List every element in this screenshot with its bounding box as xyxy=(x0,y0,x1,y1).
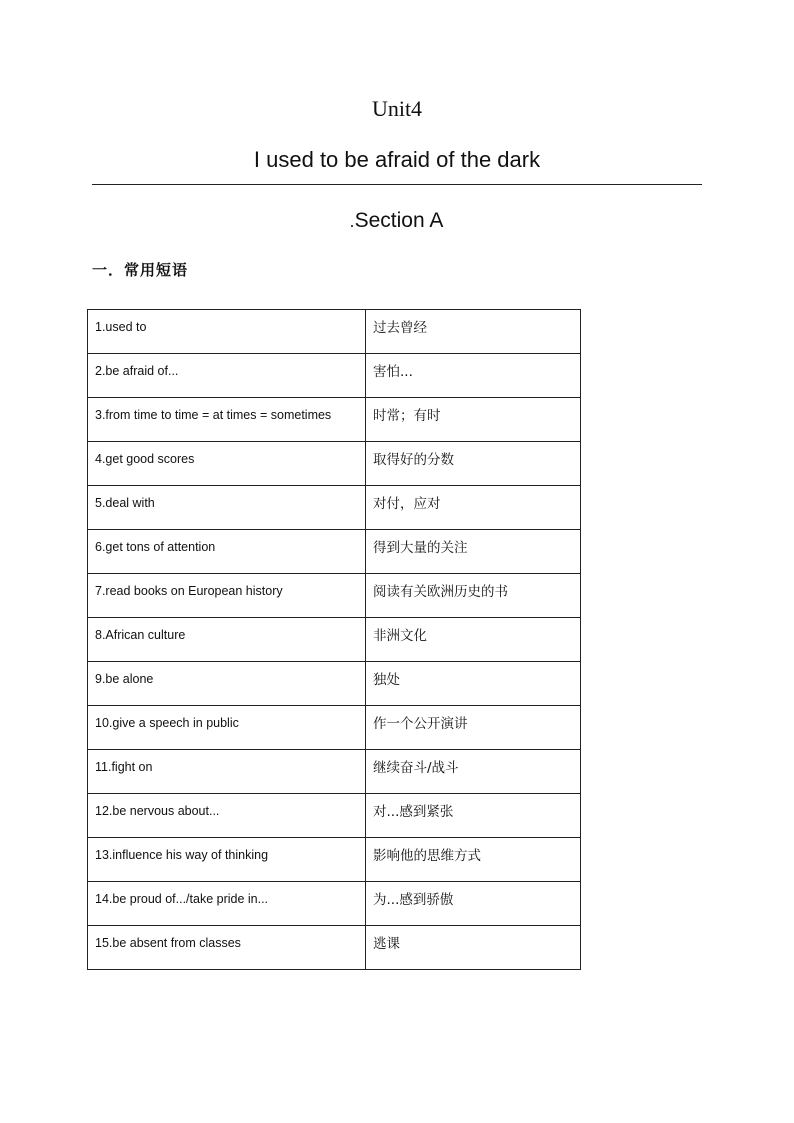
phrase-english: 8.African culture xyxy=(88,618,366,662)
phrase-chinese: 独处 xyxy=(366,662,581,706)
table-row xyxy=(88,750,581,794)
title-divider xyxy=(92,184,702,185)
part-heading: 一．常用短语 xyxy=(92,261,189,279)
phrase-chinese: 时常；有时 xyxy=(366,398,581,442)
table-row xyxy=(88,486,581,530)
phrase-table-body xyxy=(88,310,581,970)
phrase-english: 15.be absent from classes xyxy=(88,926,366,970)
stray-dot xyxy=(351,225,353,227)
table-row xyxy=(88,442,581,486)
phrase-chinese: 对...感到紧张 xyxy=(366,794,581,838)
phrase-english: 2.be afraid of... xyxy=(88,354,366,398)
phrase-chinese: 过去曾经 xyxy=(366,310,581,354)
table-row xyxy=(88,794,581,838)
table-row xyxy=(88,398,581,442)
phrase-chinese: 作一个公开演讲 xyxy=(366,706,581,750)
phrase-table xyxy=(87,309,581,970)
phrase-chinese: 为...感到骄傲 xyxy=(366,882,581,926)
phrase-english: 9.be alone xyxy=(88,662,366,706)
phrase-chinese: 非洲文化 xyxy=(366,618,581,662)
phrase-english: 10.give a speech in public xyxy=(88,706,366,750)
unit-title: Unit4 xyxy=(371,96,423,121)
phrase-chinese: 继续奋斗/战斗 xyxy=(366,750,581,794)
table-row xyxy=(88,882,581,926)
table-row xyxy=(88,926,581,970)
phrase-english: 7.read books on European history xyxy=(88,574,366,618)
table-row xyxy=(88,838,581,882)
phrase-chinese: 影响他的思维方式 xyxy=(366,838,581,882)
phrase-chinese: 取得好的分数 xyxy=(366,442,581,486)
table-row xyxy=(88,574,581,618)
phrase-english: 14.be proud of.../take pride in... xyxy=(88,882,366,926)
phrase-english: 4.get good scores xyxy=(88,442,366,486)
table-row xyxy=(88,618,581,662)
phrase-english: 6.get tons of attention xyxy=(88,530,366,574)
phrase-chinese: 逃课 xyxy=(366,926,581,970)
table-row xyxy=(88,706,581,750)
table-row xyxy=(88,662,581,706)
section-title-text: Section A xyxy=(354,209,444,232)
phrase-english: 1.used to xyxy=(88,310,366,354)
unit-subtitle: I used to be afraid of the dark xyxy=(253,147,541,172)
section-title xyxy=(0,207,794,235)
phrase-english: 13.influence his way of thinking xyxy=(88,838,366,882)
table-row xyxy=(88,530,581,574)
phrase-english: 3.from time to time = at times = sometimes xyxy=(88,398,366,442)
table-row xyxy=(88,354,581,398)
phrase-english: 12.be nervous about... xyxy=(88,794,366,838)
phrase-english: 11.fight on xyxy=(88,750,366,794)
phrase-chinese: 对付，应对 xyxy=(366,486,581,530)
phrase-english: 5.deal with xyxy=(88,486,366,530)
phrase-chinese: 得到大量的关注 xyxy=(366,530,581,574)
phrase-chinese: 阅读有关欧洲历史的书 xyxy=(366,574,581,618)
table-row xyxy=(88,310,581,354)
phrase-chinese: 害怕... xyxy=(366,354,581,398)
